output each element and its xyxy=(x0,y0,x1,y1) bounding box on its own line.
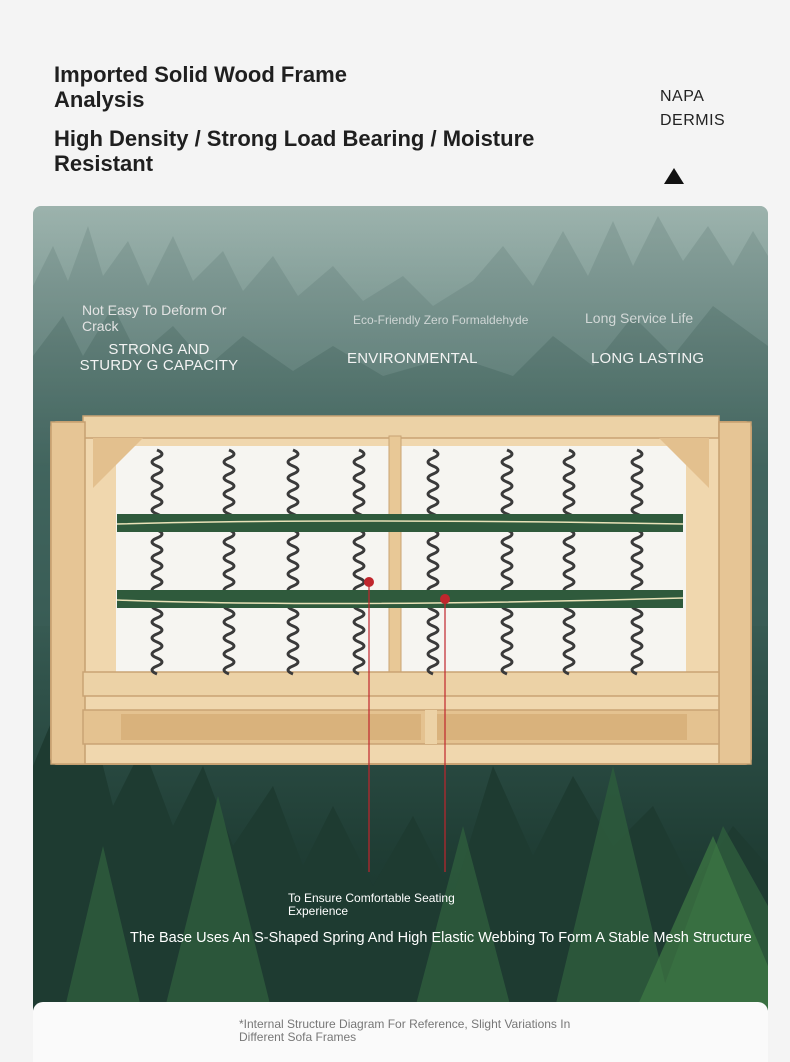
spring-annotation: To Ensure Comfortable Seating Experience xyxy=(288,891,455,918)
marker-dot-2 xyxy=(440,594,450,604)
feature-lasting-desc: Long Service Life xyxy=(585,310,694,326)
page-title: Imported Solid Wood Frame Analysis xyxy=(54,62,347,112)
frame-center-rail xyxy=(389,436,401,680)
frame-bottom-rail xyxy=(83,672,719,696)
base-annotation: The Base Uses An S-Shaped Spring And High Elastic Webbing To Form A Stable Mesh Structure xyxy=(130,930,752,946)
feature-lasting-title: LONG LASTING xyxy=(591,350,705,367)
frame-left-post xyxy=(51,422,85,764)
webbing-bottom xyxy=(117,590,683,608)
footer-card xyxy=(33,1002,768,1062)
frame-top-rail xyxy=(83,416,719,438)
brand-logo xyxy=(660,85,750,133)
feature-eco-desc: Eco-Friendly Zero Formaldehyde xyxy=(353,313,529,327)
triangle-up-icon xyxy=(664,168,684,184)
feature-strong-desc: Not Easy To Deform Or Crack xyxy=(82,302,227,334)
brand-name-line1: NAPA xyxy=(660,88,705,105)
frame-right-post xyxy=(719,422,751,764)
feature-eco-title: ENVIRONMENTAL xyxy=(347,350,478,367)
feature-strong-title: STRONG AND STURDY G CAPACITY xyxy=(79,341,239,374)
disclaimer-text: *Internal Structure Diagram For Reference, Slight Variations In Different Sofa Frames xyxy=(239,1017,571,1044)
marker-dot-1 xyxy=(364,577,374,587)
brand-name-line2: DERMIS xyxy=(660,112,726,129)
frame-illustration-panel xyxy=(33,206,768,1016)
page-subtitle: High Density / Strong Load Bearing / Moisture Resistant xyxy=(54,126,535,176)
